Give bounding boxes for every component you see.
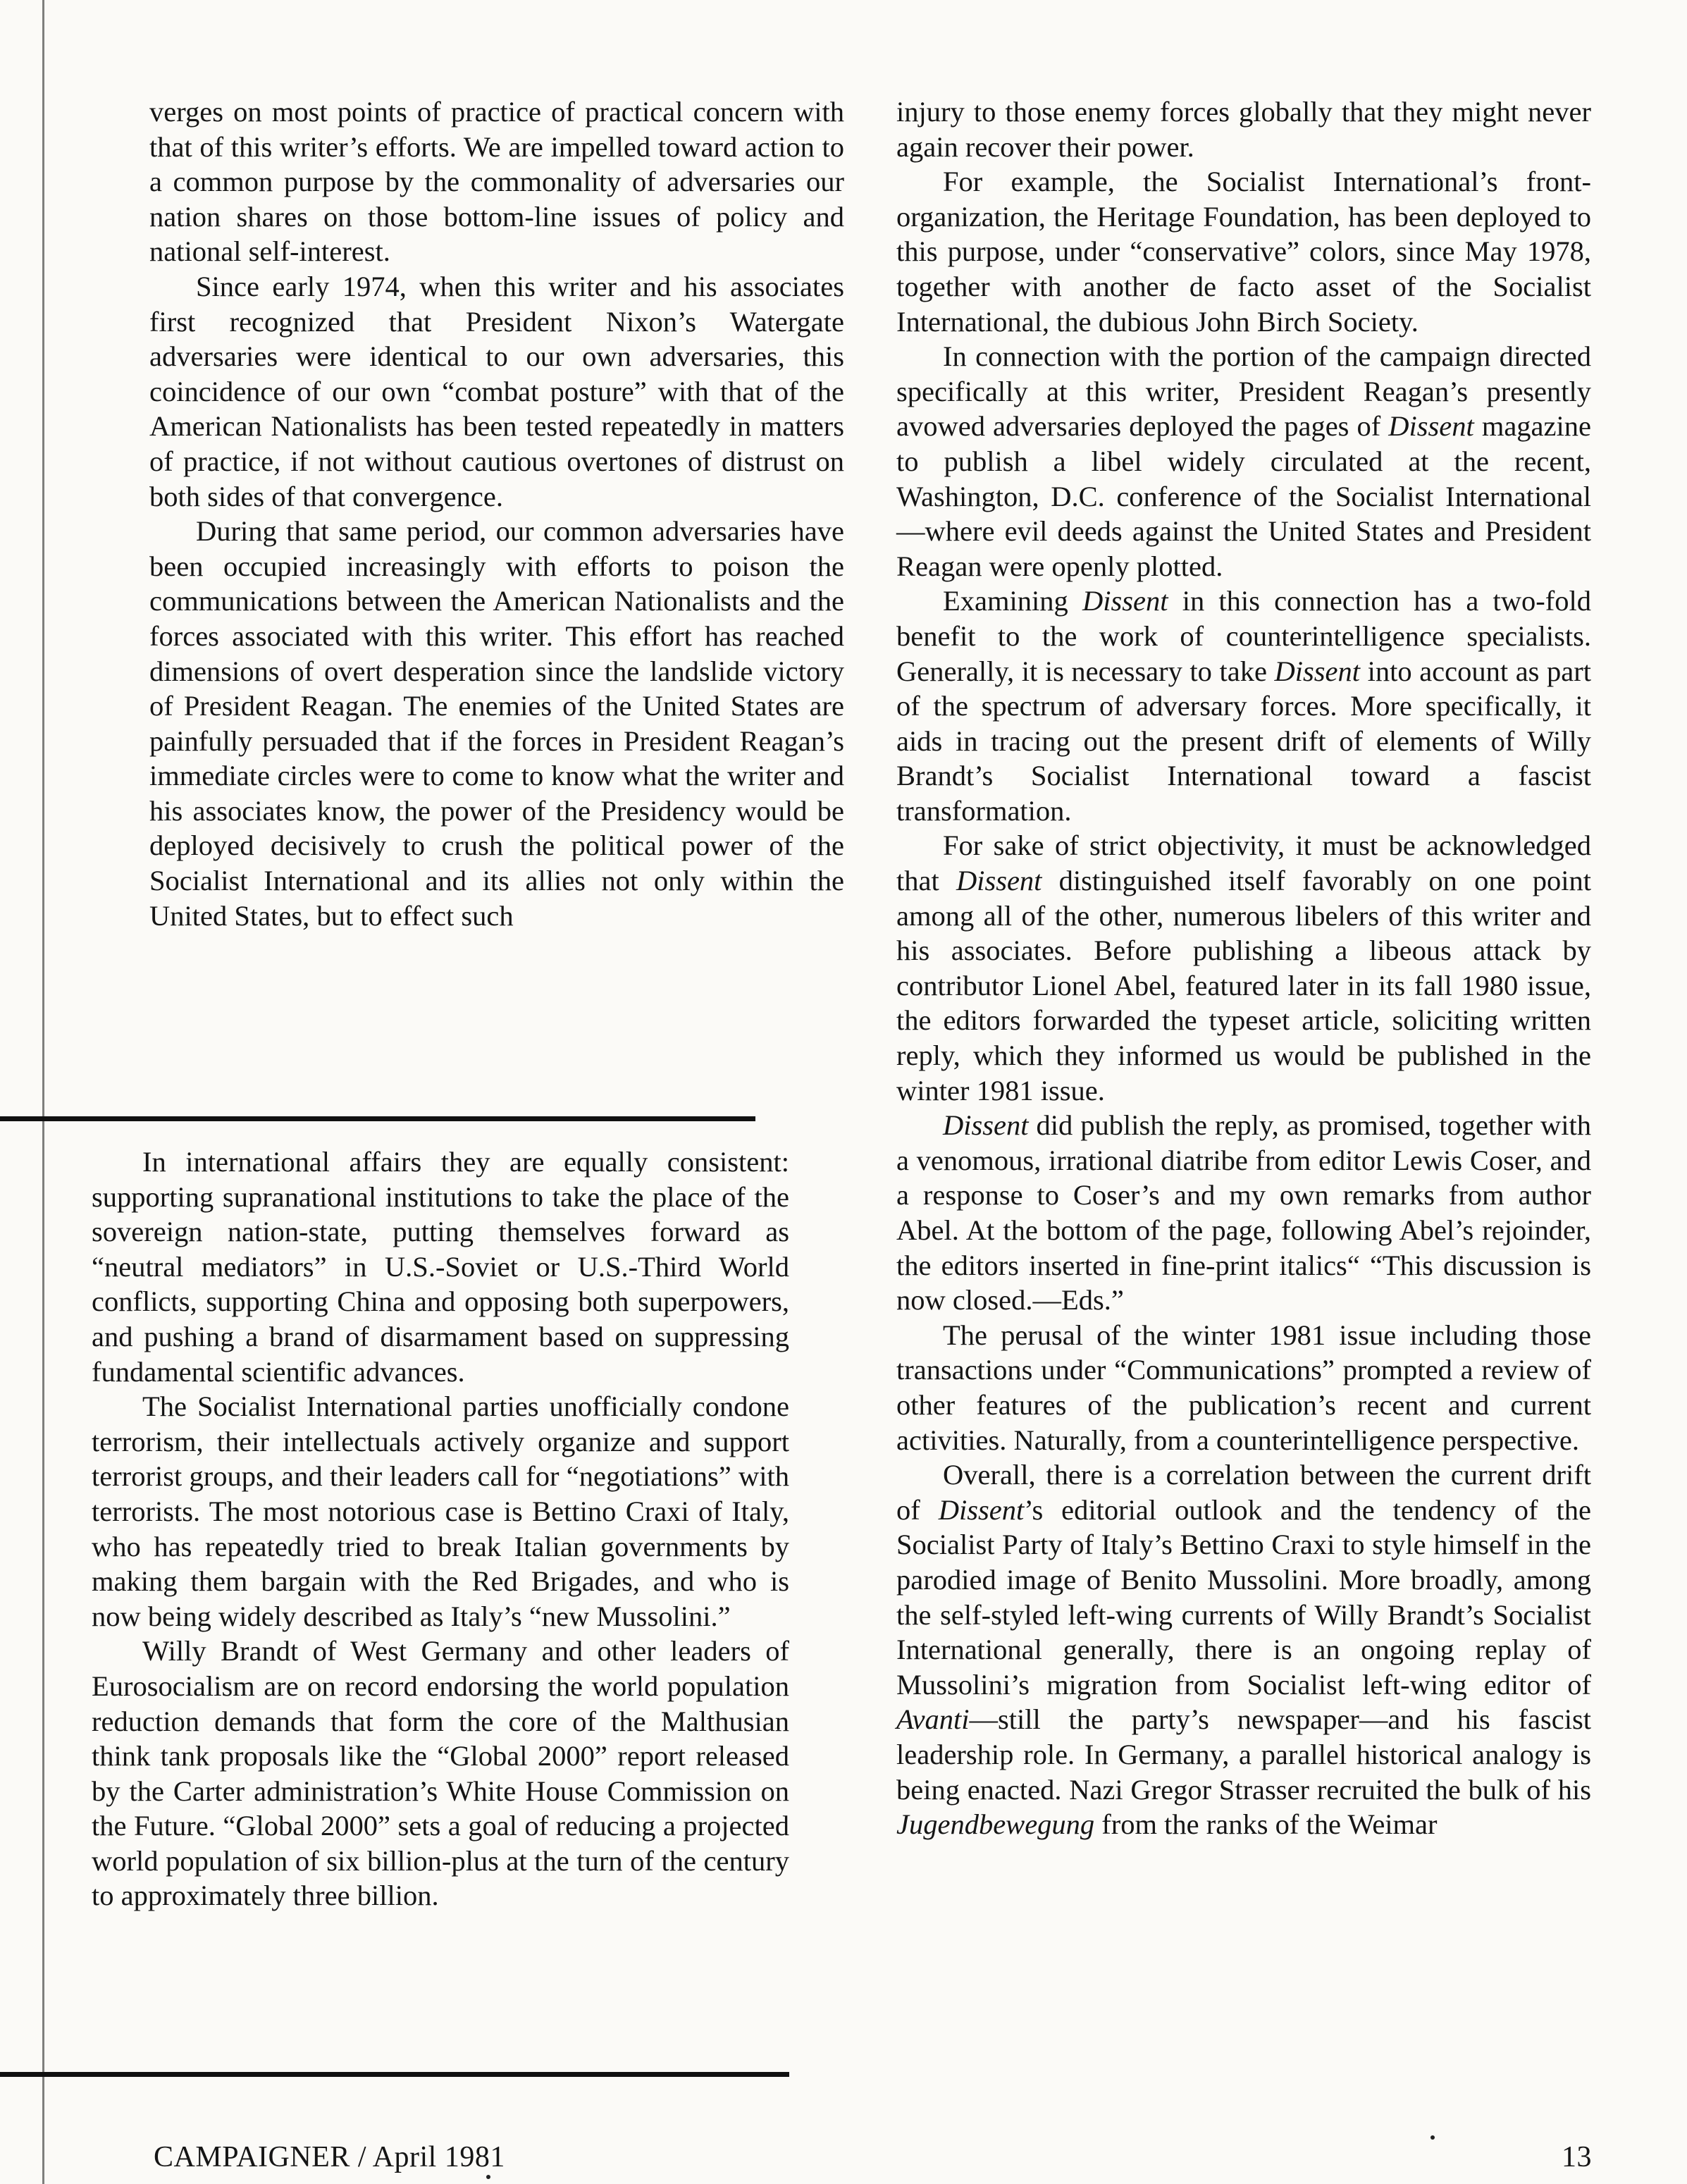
- italic-title: Dissent: [943, 1109, 1029, 1142]
- paragraph: Willy Brandt of West Germany and other leaders of Eurosocialism are on record endorsing the world population reduction demands that form the core of the Malthusian think tank proposals like the “Global 2000” report released by the Carter administration’s White House Commission on the Future. “Global 2000” sets a goal of reducing a projected world population of six billion-plus at the turn of the century to approximately three billion.: [92, 1635, 789, 1912]
- left-column-top: [149, 94, 844, 933]
- italic-title: Dissent: [1082, 585, 1168, 617]
- paragraph: Since early 1974, when this writer and his associates first recognized that President Nixon’s Watergate adversaries were identical to our own adversaries, this coincidence of our own “combat posture” with that of the American Nationalists has been tested repeatedly in matters of practice, if not without cautious overtones of distrust on both sides of that convergence.: [149, 270, 844, 512]
- paragraph: [896, 1108, 1591, 1318]
- paragraph: [896, 339, 1591, 584]
- paragraph: [896, 584, 1591, 828]
- sidebar-top-rule: [0, 1116, 755, 1121]
- speck: [1430, 2135, 1435, 2140]
- italic-title: Avanti: [896, 1703, 970, 1736]
- paragraph: For example, the Socialist International’s front-organization, the Heritage Foundation, has been deployed to this purpose, under “conservative” colors, since May 1978, together with another de facto asset of the Socialist International, the dubious John Birch Society.: [896, 166, 1591, 338]
- page-number: 13: [1562, 2141, 1592, 2173]
- text-run: Examining: [943, 585, 1082, 617]
- text-run: For sake of strict objectivity, it must be acknowledged that: [896, 829, 1591, 897]
- paragraph: During that same period, our common adversaries have been occupied increasingly with efforts to poison the communications between the American Nationalists and the forces associated with this writer. This effort has reached dimensions of overt desperation since the landslide victory of President Reagan. The enemies of the United States are painfully persuaded that if the forces in President Reagan’s immediate circles were to come to know what the writer and his associates know, the power of the Presidency would be deployed decisively to crush the political power of the Socialist International and its allies not only within the United States, but to effect such: [149, 515, 844, 932]
- paragraph: The Socialist International parties unofficially condone terrorism, their intellectuals actively organize and support terrorist groups, and their leaders call for “negotiations” with terrorists. The most notorious case is Bettino Craxi of Italy, who has repeatedly tried to break Italian governments by making them bargain with the Red Brigades, and who is now being widely described as Italy’s “new Mussolini.”: [92, 1390, 789, 1632]
- speck: [486, 2175, 490, 2179]
- paragraph: verges on most points of practice of practical concern with that of this writer’s efforts. We are impelled toward action to a common purpose by the commonality of adversaries our nation shares on those bottom-line issues of policy and national self-interest.: [149, 96, 844, 268]
- text-run: ’s editorial outlook and the tendency of the Socialist Party of Italy’s Bettino Craxi to style himself in the parodied image of Benito Mussolini. More broadly, among the self-styled left-wing currents of Willy Brandt’s Socialist International generally, there is an ongoing replay of Mussolini’s migration from Socialist left-wing editor of: [896, 1493, 1591, 1701]
- italic-title: Dissent: [956, 865, 1042, 897]
- text-run: distinguished itself favorably on one point among all of the other, numerous libelers of this writer and his associates. Before publishing a libeous attack by contributor Lionel Abel, featured later in its fall 1980 issue, the editors forwarded the typeset article, soliciting written reply, which they informed us would be published in the winter 1981 issue.: [896, 865, 1591, 1106]
- paragraph: [896, 1457, 1591, 1842]
- right-column: [896, 94, 1591, 1842]
- italic-title: Dissent: [1388, 410, 1474, 443]
- sidebar-bottom-rule: [0, 2072, 789, 2077]
- page-edge-line: [42, 0, 44, 2184]
- running-footer: CAMPAIGNER / April 1981: [154, 2141, 505, 2173]
- text-run: Overall, there is a correlation between the current drift of: [896, 1459, 1591, 1526]
- italic-title: Dissent: [938, 1493, 1025, 1526]
- text-run: in this connection has a two-fold benefit to the work of counterintelligence specialists. Generally, it is necessary to take: [896, 585, 1591, 687]
- paragraph: The perusal of the winter 1981 issue including those transactions under “Communications” prompted a review of other features of the publication’s recent and current activities. Naturally, from a counterintelligence perspective.: [896, 1319, 1591, 1456]
- text-run: into account as part of the spectrum of adversary forces. More specifically, it aids in tracing out the present drift of elements of Willy Brandt’s Socialist International toward a fascist transformation.: [896, 655, 1591, 827]
- text-run: —still the party’s newspaper—and his fascist leadership role. In Germany, a parallel historical analogy is being enacted. Nazi Gregor Strasser recruited the bulk of his: [896, 1703, 1591, 1806]
- text-run: magazine to publish a libel widely circulated at the recent, Washington, D.C. conference of the Socialist International—where evil deeds against the United States and President Reagan were openly plotted.: [896, 410, 1591, 582]
- italic-title: Jugendbewegung: [896, 1808, 1095, 1841]
- paragraph: injury to those enemy forces globally that they might never again recover their power.: [896, 96, 1591, 163]
- text-run: In connection with the portion of the campaign directed specifically at this writer, President Reagan’s presently avowed adversaries deployed the pages of: [896, 340, 1591, 443]
- text-run: from the ranks of the Weimar: [1094, 1808, 1438, 1841]
- paragraph: In international affairs they are equally consistent: supporting supranational institutions to take the place of the sovereign nation-state, putting themselves forward as “neutral mediators” in U.S.-Soviet or U.S.-Third World conflicts, supporting China and opposing both superpowers, and pushing a brand of disarmament based on suppressing fundamental scientific advances.: [92, 1146, 789, 1388]
- sidebar-box-text: [92, 1145, 789, 1913]
- text-run: did publish the reply, as promised, together with a venomous, irrational diatribe from editor Lewis Coser, and a response to Coser’s and my own remarks from author Abel. At the bottom of the page, following Abel’s rejoinder, the editors inserted in fine-print italics“ “This discussion is now closed.—Eds.”: [896, 1109, 1591, 1316]
- paragraph: [896, 828, 1591, 1108]
- italic-title: Dissent: [1274, 655, 1361, 687]
